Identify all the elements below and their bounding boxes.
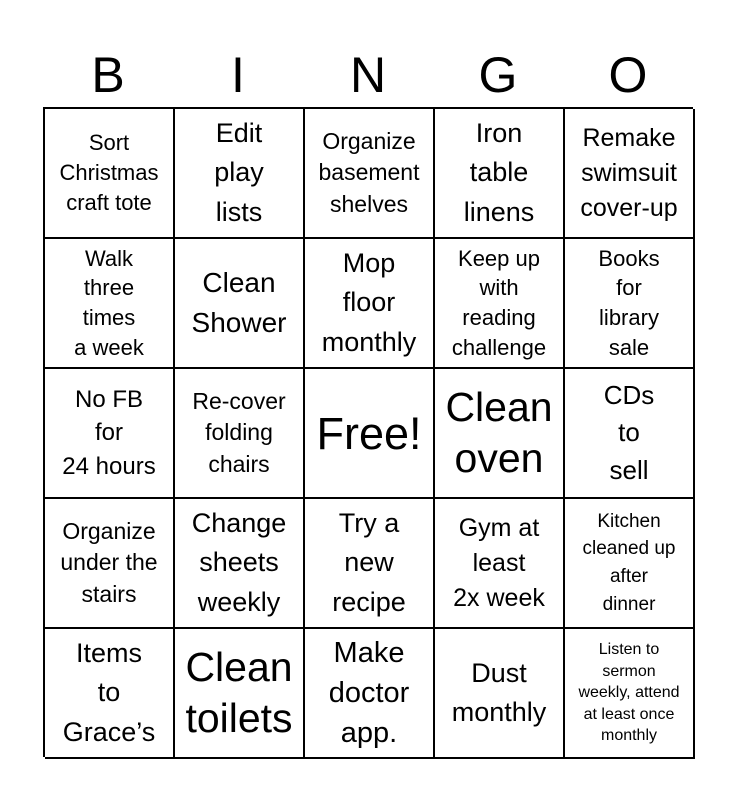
- bingo-cell-r5-c4[interactable]: Dust monthly: [435, 629, 565, 759]
- header-letter-i: I: [231, 47, 245, 103]
- bingo-cell-r4-c3[interactable]: Try a new recipe: [305, 499, 435, 629]
- bingo-cell-r2-c3[interactable]: Mop floor monthly: [305, 239, 435, 369]
- bingo-cell-r3-c1[interactable]: No FB for 24 hours: [45, 369, 175, 499]
- bingo-cell-r4-c2[interactable]: Change sheets weekly: [175, 499, 305, 629]
- bingo-cell-r2-c5[interactable]: Books for library sale: [565, 239, 695, 369]
- header-letter-o: O: [608, 47, 648, 103]
- bingo-cell-r3-c5[interactable]: CDs to sell: [565, 369, 695, 499]
- bingo-card: [43, 107, 693, 757]
- bingo-cell-r5-c1[interactable]: Items to Grace’s: [45, 629, 175, 759]
- bingo-cell-r5-c2[interactable]: Clean toilets: [175, 629, 305, 759]
- header-letter-b: B: [91, 47, 125, 103]
- bingo-cell-r1-c2[interactable]: Edit play lists: [175, 109, 305, 239]
- bingo-cell-r2-c4[interactable]: Keep up with reading challenge: [435, 239, 565, 369]
- bingo-cell-r4-c1[interactable]: Organize under the stairs: [45, 499, 175, 629]
- bingo-cell-r5-c3[interactable]: Make doctor app.: [305, 629, 435, 759]
- header-letter-g: G: [478, 47, 518, 103]
- bingo-cell-r2-c2[interactable]: Clean Shower: [175, 239, 305, 369]
- bingo-cell-r4-c4[interactable]: Gym at least 2x week: [435, 499, 565, 629]
- bingo-cell-r1-c4[interactable]: Iron table linens: [435, 109, 565, 239]
- bingo-cell-free-space[interactable]: Free!: [305, 369, 435, 499]
- bingo-header: [43, 42, 693, 108]
- bingo-cell-r2-c1[interactable]: Walk three times a week: [45, 239, 175, 369]
- bingo-cell-r3-c4[interactable]: Clean oven: [435, 369, 565, 499]
- bingo-cell-r5-c5[interactable]: Listen to sermon weekly, attend at least once monthly: [565, 629, 695, 759]
- bingo-cell-r1-c3[interactable]: Organize basement shelves: [305, 109, 435, 239]
- bingo-cell-r3-c2[interactable]: Re-cover folding chairs: [175, 369, 305, 499]
- bingo-cell-r1-c5[interactable]: Remake swimsuit cover-up: [565, 109, 695, 239]
- header-letter-n: N: [349, 47, 387, 103]
- bingo-cell-r1-c1[interactable]: Sort Christmas craft tote: [45, 109, 175, 239]
- bingo-cell-r4-c5[interactable]: Kitchen cleaned up after dinner: [565, 499, 695, 629]
